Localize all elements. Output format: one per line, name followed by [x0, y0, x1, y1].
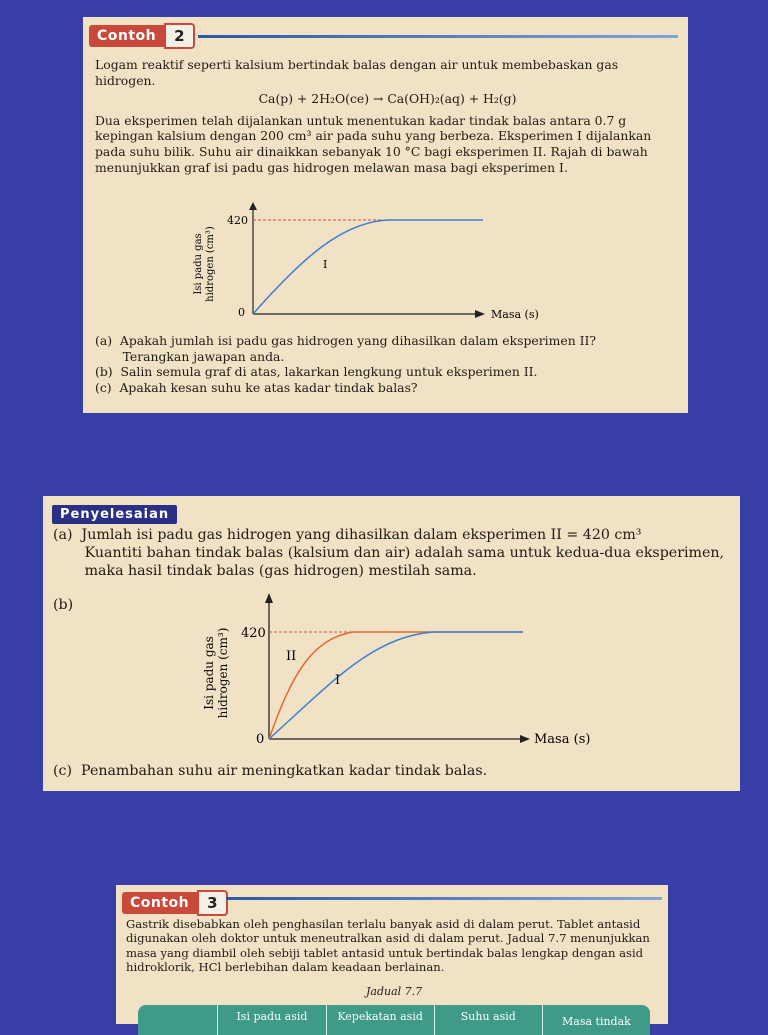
- description-text: Dua eksperimen telah dijalankan untuk menentukan kadar tindak balas antara 0.7 g kepingan kalsium dengan 200 cm³ air pada suhu yang berbeza. Eksperimen I dijalankan pada suhu bilik. Suhu air dinaikkan sebanyak 10 °C bagi eksperimen II. Rajah di bawah menunjukkan graf isi padu gas hidrogen melawan masa bagi eksperimen I.: [95, 112, 652, 175]
- graph2-y-label-line2: hidrogen (cm³): [216, 627, 230, 719]
- graph-y-label-line1: Isi padu gas: [193, 233, 204, 295]
- chemical-equation: Ca(p) + 2H₂O(ce) → Ca(OH)₂(aq) + H₂(g): [258, 91, 517, 107]
- questions-list: [95, 333, 680, 395]
- answer-a-line1: (a) Jumlah isi padu gas hidrogen yang dihasilkan dalam eksperimen II = 420 cm³: [53, 527, 642, 543]
- graph2-x-label: Masa (s): [534, 732, 591, 747]
- table-header-blank: [138, 1005, 218, 1035]
- example-2-tag: [89, 23, 195, 49]
- curve-experiment-1: [269, 632, 523, 739]
- table-header-time: Masa tindak: [562, 1015, 631, 1028]
- graph2-x-arrow: [520, 735, 530, 743]
- curve-1-label: I: [335, 673, 341, 688]
- question-c: (c) Apakah kesan suhu ke atas kadar tindak balas?: [95, 379, 418, 395]
- curve-experiment-2: [269, 632, 523, 739]
- intro-text: Logam reaktif seperti kalsium bertindak balas dengan air untuk membebaskan gas hidrogen.: [95, 57, 619, 88]
- answer-a-line2: Kuantiti bahan tindak balas (kalsium dan air) adalah sama untuk kedua-dua eksperimen,: [53, 545, 725, 561]
- example-tag-number: 3: [197, 890, 227, 916]
- graph2-y-max-label: 420: [241, 626, 266, 641]
- table-header-concentration: Kepekatan asid: [327, 1005, 435, 1035]
- question-a: (a) Apakah jumlah isi padu gas hidrogen yang dihasilkan dalam eksperimen II?: [95, 333, 597, 348]
- graph-experiment-1: [183, 202, 539, 322]
- example-tag-label: Contoh: [122, 892, 197, 914]
- graph-x-arrow: [475, 310, 485, 318]
- answer-a: [53, 526, 738, 580]
- graph-experiments-1-2: [193, 591, 593, 751]
- graph-origin-label: 0: [238, 306, 245, 319]
- table-header-row: [138, 1005, 650, 1035]
- example-tag-number: 2: [164, 23, 194, 49]
- graph2-y-arrow: [265, 593, 273, 603]
- answer-a-line3: maka hasil tindak balas (gas hidrogen) mestilah sama.: [53, 563, 477, 579]
- example-tag-label: Contoh: [89, 25, 164, 47]
- table-header-volume: Isi padu asid: [218, 1005, 326, 1035]
- graph-y-max-label: 420: [227, 214, 248, 227]
- example-3-text: Gastrik disebabkan oleh penghasilan terlalu banyak asid di dalam perut. Tablet antasid digunakan oleh doktor untuk meneutralkan asid di dalam perut. Jadual 7.7 menunjukkan masa yang diambil oleh sebiji tablet antasid untuk bertindak balas lengkap dengan asid hidroklorik, HCl berlebihan dalam keadaan berlainan.: [126, 917, 650, 975]
- graph-y-label-line2: hidrogen (cm³): [205, 226, 216, 302]
- curve-1-label: I: [323, 258, 328, 271]
- graph-x-label: Masa (s): [491, 308, 539, 321]
- table-caption: Jadual 7.7: [366, 985, 423, 998]
- question-a-cont: Terangkan jawapan anda.: [95, 348, 285, 364]
- example-3-panel: [116, 885, 668, 1028]
- graph2-origin-label: 0: [256, 732, 265, 747]
- solution-panel: [43, 496, 740, 791]
- tag-rule: [226, 897, 662, 900]
- tag-rule: [198, 35, 678, 38]
- question-b: (b) Salin semula graf di atas, lakarkan lengkung untuk eksperimen II.: [95, 364, 538, 380]
- example-3-tag: [122, 890, 228, 916]
- solution-tag: Penyelesaian: [52, 505, 177, 524]
- example-2-panel: [83, 17, 688, 413]
- answer-b-label: (b): [53, 597, 74, 613]
- graph-y-arrow: [249, 202, 257, 210]
- curve-experiment-1: [253, 220, 483, 314]
- graph2-y-label-line1: Isi padu gas: [202, 636, 216, 710]
- curve-2-label: II: [286, 649, 297, 664]
- answer-c: (c) Penambahan suhu air meningkatkan kadar tindak balas.: [53, 763, 488, 779]
- table-header-temperature: Suhu asid: [435, 1005, 543, 1035]
- example-2-body: [95, 57, 680, 175]
